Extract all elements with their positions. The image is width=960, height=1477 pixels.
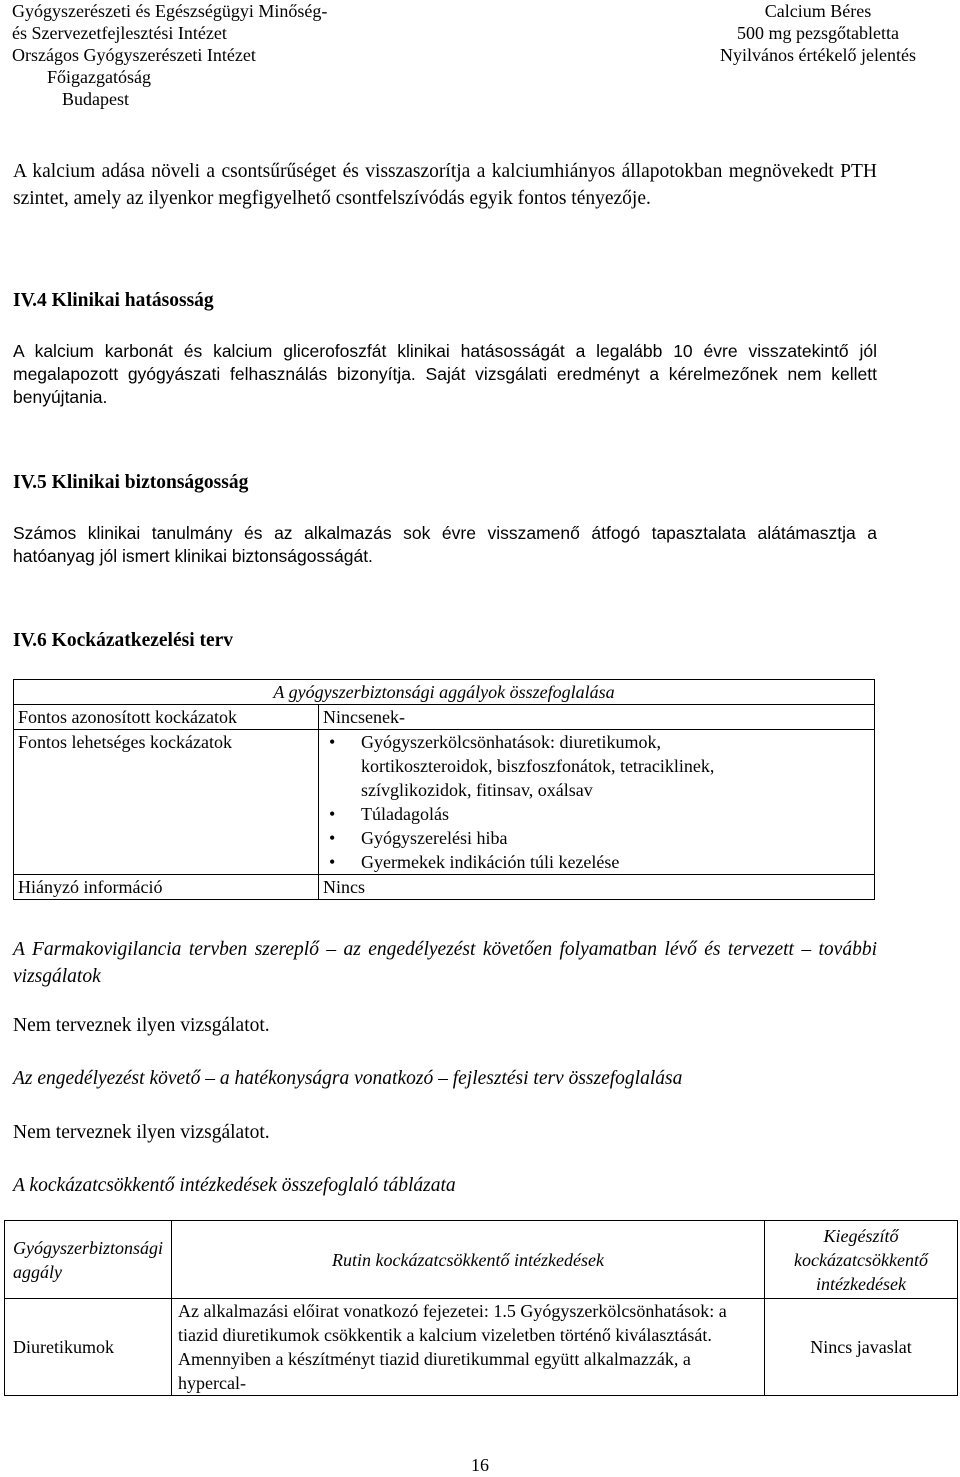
risk-minimisation-table	[4, 1220, 958, 1396]
header-right-line: Calcium Béres	[764, 1, 872, 21]
identified-risks-value: Nincsenek-	[319, 705, 875, 730]
potential-risks-label: Fontos lehetséges kockázatok	[14, 730, 319, 875]
pv-text: Nem terveznek ilyen vizsgálatot.	[13, 1015, 270, 1036]
identified-risks-label: Fontos azonosított kockázatok	[14, 705, 319, 730]
potential-risks-list	[323, 730, 870, 874]
header-right-line: 500 mg pezsgőtabletta	[737, 23, 899, 43]
header-left	[12, 0, 327, 110]
header-left-line: Országos Gyógyszerészeti Intézet	[12, 45, 256, 65]
header-right-line: Nyilvános értékelő jelentés	[720, 45, 916, 65]
concern-cell: Diuretikumok	[5, 1299, 172, 1396]
missing-info-value: Nincs	[319, 875, 875, 900]
section-iv6-title: IV.6 Kockázatkezelési terv	[13, 630, 234, 651]
list-item: • Gyógyszerkölcsönhatások: diuretikumok, kortikoszteroidok, biszfoszfonátok, tetraciklinek, szívglikozidok, fitinsav, oxálsav	[353, 730, 781, 802]
section-iv5-title: IV.5 Klinikai biztonságosság	[13, 472, 249, 493]
list-item: • Gyógyszerelési hiba	[353, 826, 870, 850]
list-item: • Túladagolás	[353, 802, 870, 826]
page-number: 16	[471, 1455, 489, 1475]
pv-heading: A Farmakovigilancia tervben szereplő – az engedélyezést követően folyamatban lévő és tervezett – további vizsgálatok	[13, 939, 877, 987]
header-right	[688, 0, 948, 66]
header-concern: Gyógyszerbiztonsági aggály	[5, 1221, 172, 1299]
header-left-line: Főigazgatóság	[47, 67, 151, 87]
potential-risks-cell	[319, 730, 875, 875]
intro-paragraph: A kalcium adása növeli a csontsűrűséget és visszaszorítja a kalciumhiányos állapotokban megnövekedt PTH szintet, amely az ilyenkor megfigyelhető csontfelszívódás egyik fontos tényezője.	[13, 161, 877, 209]
header-left-line: Budapest	[62, 89, 129, 109]
header-left-line: és Szervezetfejlesztési Intézet	[12, 23, 227, 43]
efficacy-heading: Az engedélyezést követő – a hatékonyságra vonatkozó – fejlesztési terv összefoglalása	[13, 1068, 683, 1089]
additional-cell: Nincs javaslat	[765, 1299, 958, 1396]
efficacy-text: Nem terveznek ilyen vizsgálatot.	[13, 1122, 270, 1143]
list-item: • Gyermekek indikáción túli kezelése	[353, 850, 870, 874]
routine-cell: Az alkalmazási előirat vonatkozó fejezetei: 1.5 Gyógyszerkölcsönhatások: a tiazid diuretikumok csökkentik a kalcium vizeletben történő kiválasztását. Amennyiben a készítményt tiazid diuretikummal együtt alkalmazzák, a hypercal-	[172, 1299, 765, 1396]
section-iv4-title: IV.4 Klinikai hatásosság	[13, 290, 214, 311]
section-iv4-body: A kalcium karbonát és kalcium glicerofoszfát klinikai hatásosságát a legalább 10 évre visszatekintő jól megalapozott gyógyászati felhasználás bizonyítja. Saját vizsgálati eredményt a kérelmezőnek nem kellett benyújtania.	[13, 341, 877, 407]
header-additional: Kiegészítő kockázatcsökkentő intézkedések	[765, 1221, 958, 1299]
header-left-line: Gyógyszerészeti és Egészségügyi Minőség-	[12, 1, 328, 21]
risk-min-heading: A kockázatcsökkentő intézkedések összefoglaló táblázata	[13, 1175, 456, 1196]
missing-info-label: Hiányzó információ	[14, 875, 319, 900]
header-routine: Rutin kockázatcsökkentő intézkedések	[172, 1221, 765, 1299]
safety-concerns-table	[13, 679, 875, 900]
safety-table-caption: A gyógyszerbiztonsági aggályok összefoglalása	[14, 680, 875, 705]
section-iv5-body: Számos klinikai tanulmány és az alkalmazás sok évre visszamenő átfogó tapasztalata alátámasztja a hatóanyag jól ismert klinikai biztonságosságát.	[13, 523, 877, 566]
